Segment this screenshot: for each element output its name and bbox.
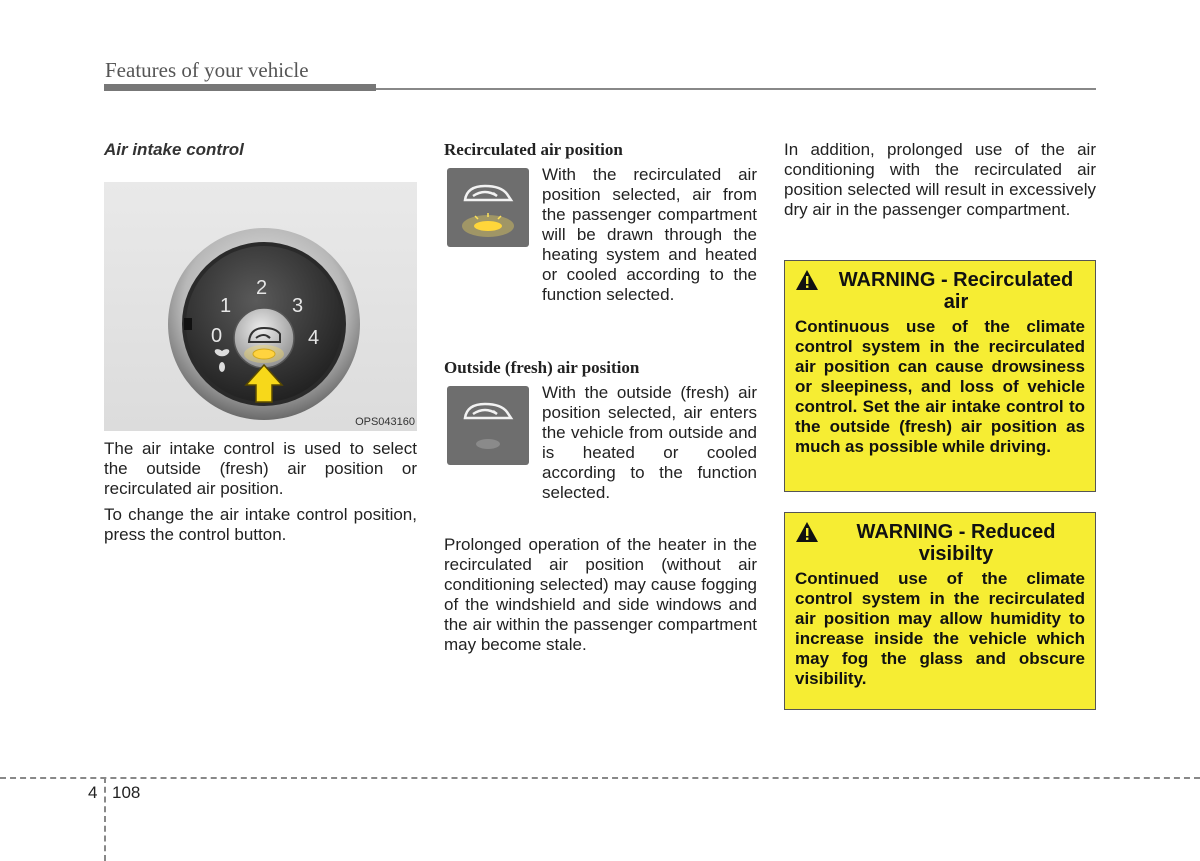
section-title-recirculated: Recirculated air position bbox=[444, 140, 623, 159]
page-number: 108 bbox=[112, 783, 141, 802]
header-rule bbox=[376, 88, 1096, 90]
figure-code: OPS043160 bbox=[355, 416, 415, 428]
warning-title-visibility: WARNING - Reduced visibilty bbox=[856, 521, 1056, 565]
paragraph-dry-air: In addition, prolonged use of the air conditioning with the recirculated air position selected will result in excessively dry air in the passenger compartment. bbox=[784, 140, 1096, 219]
header-bar bbox=[104, 84, 376, 91]
section-title-air-intake: Air intake control bbox=[104, 140, 244, 159]
warning-body-recirculated: Continuous use of the climate control system in the recirculated air position can cause drowsiness or sleepiness, and loss of vehicle control. Set the air intake control to the outside (fresh) air position as much as possible while driving. bbox=[795, 317, 1085, 456]
dial-number-2: 2 bbox=[256, 277, 268, 299]
chapter-number: 4 bbox=[88, 783, 98, 802]
warning-body-visibility: Continued use of the climate control system in the recirculated air position may allow humidity to increase inside the vehicle which may fog the glass and obscure visibility. bbox=[795, 569, 1085, 688]
footer-rule bbox=[0, 777, 1200, 779]
fresh-air-car-icon bbox=[447, 386, 529, 465]
dial-number-1: 1 bbox=[220, 295, 232, 317]
recirculated-description: With the recirculated air position selected, air from the passenger compartment will be drawn through the heating system and heated or cooled according to the function selected. bbox=[542, 165, 757, 304]
dial-number-0: 0 bbox=[211, 325, 223, 347]
warning-triangle-icon bbox=[795, 521, 819, 543]
paragraph-air-intake-purpose: The air intake control is used to select the outside (fresh) air position or recirculated air position. bbox=[104, 439, 417, 498]
warning-box-visibility bbox=[784, 512, 1096, 710]
fresh-air-description: With the outside (fresh) air position selected, air enters the vehicle from outside and is heated or cooled according to the function selected. bbox=[542, 383, 757, 502]
warning-box-recirculated bbox=[784, 260, 1096, 492]
dial-number-3: 3 bbox=[292, 295, 304, 317]
fresh-air-mode-button bbox=[447, 386, 529, 465]
warning-triangle-icon bbox=[795, 269, 819, 291]
air-intake-figure bbox=[104, 182, 417, 431]
air-intake-dial-illustration bbox=[104, 182, 417, 431]
running-header: Features of your vehicle bbox=[105, 58, 309, 82]
column-left bbox=[104, 138, 417, 545]
paragraph-prolonged-heater: Prolonged operation of the heater in the recirculated air position (without air conditioning selected) may cause fogging of the windshield and side windows and the air within the passenger compartment may become stale. bbox=[444, 535, 757, 654]
recirculate-car-icon bbox=[447, 168, 529, 247]
warning-title-recirculated: WARNING - Recirculated air bbox=[838, 269, 1074, 313]
dial-number-4: 4 bbox=[308, 327, 320, 349]
paragraph-change-position: To change the air intake control position, press the control button. bbox=[104, 505, 417, 544]
recirculated-mode-button bbox=[447, 168, 529, 247]
footer-divider bbox=[104, 777, 106, 861]
section-title-outside-fresh: Outside (fresh) air position bbox=[444, 358, 640, 377]
